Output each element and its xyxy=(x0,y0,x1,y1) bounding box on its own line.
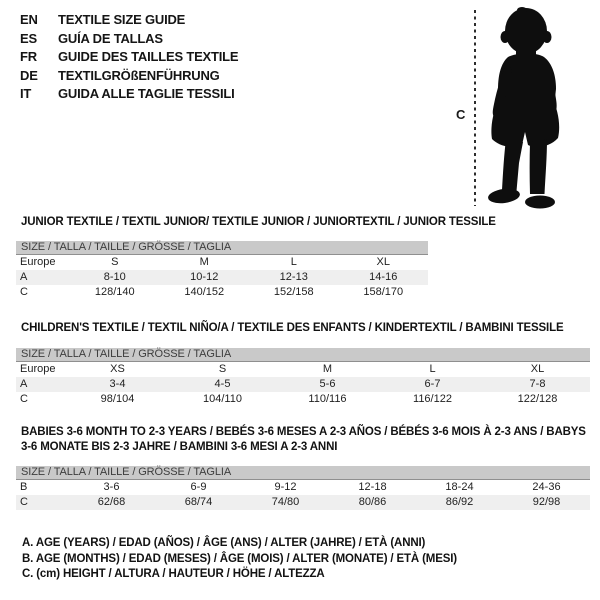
language-row xyxy=(20,30,238,49)
children-size-table xyxy=(16,348,590,407)
row-label: C xyxy=(20,496,28,508)
table-cell: M xyxy=(322,363,333,375)
table-cell: 6-7 xyxy=(424,378,441,390)
table-cell: 122/128 xyxy=(517,393,558,405)
legend-line: A. AGE (YEARS) / EDAD (AÑOS) / ÂGE (ANS) / ALTER (JAHRE) / ETÀ (ANNI) xyxy=(22,537,426,549)
legend-line: C. (cm) HEIGHT / ALTURA / HAUTEUR / HÖHE / ALTEZZA xyxy=(22,568,325,580)
table-row xyxy=(16,392,590,407)
table-cell: 18-24 xyxy=(445,481,474,493)
table-row xyxy=(16,362,590,377)
table-cell: 98/104 xyxy=(100,393,135,405)
table-cell: 4-5 xyxy=(214,378,231,390)
table-cell: 7-8 xyxy=(529,378,546,390)
table-cell: 92/98 xyxy=(532,496,561,508)
table-cell: 110/116 xyxy=(308,393,347,405)
table-cell: 9-12 xyxy=(274,481,297,493)
language-row xyxy=(20,85,238,104)
row-label: A xyxy=(20,378,28,390)
row-label: Europe xyxy=(20,363,56,375)
table-cell: 5-6 xyxy=(319,378,336,390)
language-code: DE xyxy=(20,67,38,83)
babies-table-title: BABIES 3-6 MONTH TO 2-3 YEARS / BEBÉS 3-6 MESES A 2-3 AÑOS / BÉBÉS 3-6 MOIS À 2-3 ANS / BABYS 3-6 MONATE BIS 2-3 JAHRE / BAMBINI 3-6 MESI A 2-3 ANNI xyxy=(21,426,586,453)
table-cell: 3-6 xyxy=(103,481,120,493)
table-cell: 12-18 xyxy=(358,481,387,493)
row-label: B xyxy=(20,481,28,493)
measurement-legend xyxy=(22,536,457,583)
table-cell: L xyxy=(290,256,297,268)
language-list xyxy=(20,11,238,104)
junior-size-table xyxy=(16,241,428,300)
baby-toddler-silhouette-icon xyxy=(478,5,578,210)
table-row xyxy=(16,285,428,300)
legend-line: B. AGE (MONTHS) / EDAD (MESES) / ÂGE (MOIS) / ALTER (MONATE) / ETÀ (MESI) xyxy=(22,552,457,565)
size-header-band: SIZE / TALLA / TAILLE / GRÖSSE / TAGLIA xyxy=(16,466,590,480)
language-label: TEXTILE SIZE GUIDE xyxy=(58,12,186,27)
table-cell: 24-36 xyxy=(532,481,561,493)
children-table-title: CHILDREN'S TEXTILE / TEXTIL NIÑO/A / TEXTILE DES ENFANTS / KINDERTEXTIL / BAMBINI TESSILE xyxy=(21,322,564,334)
row-label: C xyxy=(20,393,28,405)
table-cell: 14-16 xyxy=(369,271,398,283)
junior-table-title: JUNIOR TEXTILE / TEXTIL JUNIOR/ TEXTILE JUNIOR / JUNIORTEXTIL / JUNIOR TESSILE xyxy=(21,216,496,228)
height-label-c: C xyxy=(456,107,466,122)
table-cell: 10-12 xyxy=(190,271,219,283)
table-row xyxy=(16,255,428,270)
language-row xyxy=(20,67,238,86)
table-cell: 158/170 xyxy=(363,286,404,298)
table-row xyxy=(16,495,590,510)
table-cell: 152/158 xyxy=(273,286,314,298)
table-cell: S xyxy=(111,256,119,268)
table-cell: 8-10 xyxy=(103,271,126,283)
language-label: GUÍA DE TALLAS xyxy=(58,30,163,46)
table-cell: 140/152 xyxy=(184,286,225,298)
language-code: ES xyxy=(20,30,37,46)
row-label: A xyxy=(20,271,28,283)
table-cell: 128/140 xyxy=(94,286,135,298)
language-label: TEXTILGRÖßENFÜHRUNG xyxy=(58,67,220,83)
size-header-band: SIZE / TALLA / TAILLE / GRÖSSE / TAGLIA xyxy=(16,348,590,362)
table-cell: 68/74 xyxy=(184,496,213,508)
table-cell: 86/92 xyxy=(445,496,474,508)
language-label: GUIDA ALLE TAGLIE TESSILI xyxy=(58,86,235,101)
table-row xyxy=(16,377,590,392)
row-label: Europe xyxy=(20,256,56,268)
language-row xyxy=(20,11,238,30)
table-cell: 3-4 xyxy=(109,378,126,390)
table-cell: 74/80 xyxy=(271,496,300,508)
table-cell: 62/68 xyxy=(97,496,126,508)
table-row xyxy=(16,480,590,495)
language-code: IT xyxy=(20,86,32,101)
table-cell: 80/86 xyxy=(358,496,387,508)
language-row xyxy=(20,48,238,67)
language-code: EN xyxy=(20,12,38,27)
table-cell: 104/110 xyxy=(203,393,242,405)
size-header-band: SIZE / TALLA / TAILLE / GRÖSSE / TAGLIA xyxy=(16,241,428,255)
language-code: FR xyxy=(20,49,37,64)
table-cell: XS xyxy=(110,363,125,375)
table-cell: 6-9 xyxy=(190,481,207,493)
table-cell: S xyxy=(218,363,227,375)
row-label: C xyxy=(20,286,28,298)
table-row xyxy=(16,270,428,285)
table-cell: XL xyxy=(530,363,545,375)
table-cell: XL xyxy=(376,256,390,268)
table-cell: 12-13 xyxy=(279,271,308,283)
table-cell: M xyxy=(199,256,209,268)
babies-size-table xyxy=(16,466,590,510)
table-cell: L xyxy=(429,363,436,375)
table-cell: 116/122 xyxy=(413,393,452,405)
height-dashed-line xyxy=(474,10,476,206)
language-label: GUIDE DES TAILLES TEXTILE xyxy=(58,49,239,64)
